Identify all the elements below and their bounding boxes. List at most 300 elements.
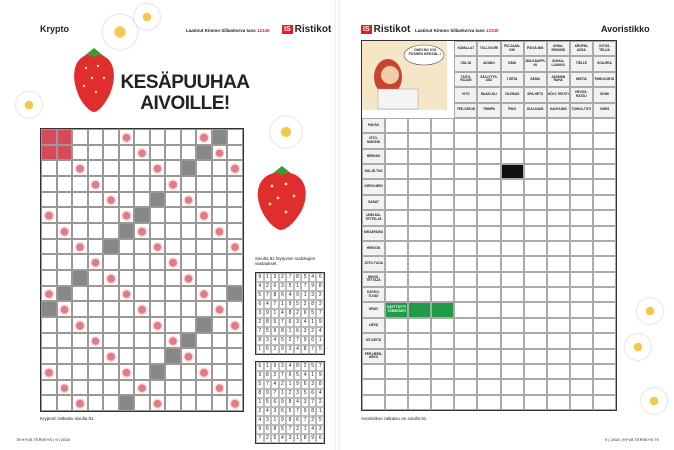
answer-cell[interactable]	[385, 179, 408, 194]
krypto-cell[interactable]	[57, 364, 73, 380]
krypto-cell[interactable]	[41, 129, 57, 145]
krypto-cell[interactable]	[165, 160, 181, 176]
answer-cell[interactable]	[454, 318, 477, 333]
krypto-cell[interactable]	[57, 301, 73, 317]
krypto-cell[interactable]	[196, 301, 212, 317]
krypto-cell[interactable]	[181, 348, 197, 364]
krypto-cell[interactable]	[150, 254, 166, 270]
answer-cell[interactable]	[408, 379, 431, 394]
answer-cell[interactable]	[547, 241, 570, 256]
krypto-cell[interactable]	[72, 192, 88, 208]
answer-cell[interactable]	[477, 287, 500, 302]
krypto-cell[interactable]	[88, 192, 104, 208]
krypto-cell[interactable]	[88, 348, 104, 364]
krypto-cell[interactable]	[72, 160, 88, 176]
krypto-cell[interactable]	[103, 348, 119, 364]
krypto-cell[interactable]	[119, 348, 135, 364]
krypto-cell[interactable]	[103, 192, 119, 208]
answer-cell[interactable]	[454, 226, 477, 241]
answer-cell[interactable]	[501, 349, 524, 364]
krypto-cell[interactable]	[212, 254, 228, 270]
krypto-cell[interactable]	[103, 380, 119, 396]
krypto-cell[interactable]	[103, 160, 119, 176]
answer-cell[interactable]	[501, 379, 524, 394]
krypto-cell[interactable]	[57, 145, 73, 161]
krypto-cell[interactable]	[134, 129, 150, 145]
answer-cell[interactable]	[547, 287, 570, 302]
answer-cell[interactable]	[408, 164, 431, 179]
krypto-cell[interactable]	[165, 348, 181, 364]
answer-cell[interactable]	[547, 210, 570, 225]
answer-cell[interactable]	[477, 395, 500, 410]
answer-cell[interactable]	[524, 118, 547, 133]
krypto-cell[interactable]	[134, 333, 150, 349]
krypto-cell[interactable]	[41, 145, 57, 161]
krypto-cell[interactable]	[103, 145, 119, 161]
answer-cell[interactable]	[524, 364, 547, 379]
answer-cell[interactable]	[501, 149, 524, 164]
answer-cell[interactable]	[408, 118, 431, 133]
answer-cell[interactable]	[454, 179, 477, 194]
krypto-cell[interactable]	[72, 145, 88, 161]
answer-cell[interactable]	[385, 272, 408, 287]
krypto-cell[interactable]	[196, 239, 212, 255]
krypto-cell[interactable]	[41, 270, 57, 286]
answer-cell[interactable]	[385, 164, 408, 179]
krypto-cell[interactable]	[212, 348, 228, 364]
answer-cell[interactable]	[570, 395, 593, 410]
answer-cell[interactable]	[454, 149, 477, 164]
krypto-cell[interactable]	[227, 239, 243, 255]
krypto-cell[interactable]	[88, 129, 104, 145]
answer-cell[interactable]	[524, 318, 547, 333]
krypto-cell[interactable]	[196, 176, 212, 192]
krypto-cell[interactable]	[57, 176, 73, 192]
answer-cell[interactable]	[570, 164, 593, 179]
krypto-cell[interactable]	[41, 192, 57, 208]
krypto-cell[interactable]	[196, 254, 212, 270]
answer-cell[interactable]	[385, 364, 408, 379]
krypto-cell[interactable]	[150, 286, 166, 302]
answer-cell[interactable]	[547, 364, 570, 379]
krypto-cell[interactable]	[165, 254, 181, 270]
krypto-cell[interactable]	[134, 254, 150, 270]
answer-cell[interactable]	[454, 256, 477, 271]
krypto-cell[interactable]	[196, 286, 212, 302]
krypto-cell[interactable]	[119, 160, 135, 176]
answer-cell[interactable]	[477, 272, 500, 287]
krypto-cell[interactable]	[196, 192, 212, 208]
krypto-cell[interactable]	[41, 364, 57, 380]
krypto-cell[interactable]	[181, 129, 197, 145]
krypto-cell[interactable]	[196, 333, 212, 349]
krypto-cell[interactable]	[212, 207, 228, 223]
krypto-cell[interactable]	[72, 207, 88, 223]
krypto-cell[interactable]	[227, 317, 243, 333]
answer-cell[interactable]	[547, 349, 570, 364]
krypto-cell[interactable]	[119, 129, 135, 145]
krypto-cell[interactable]	[72, 395, 88, 411]
krypto-cell[interactable]	[72, 286, 88, 302]
krypto-cell[interactable]	[72, 239, 88, 255]
krypto-cell[interactable]	[119, 380, 135, 396]
krypto-cell[interactable]	[134, 395, 150, 411]
krypto-cell[interactable]	[72, 254, 88, 270]
answer-cell[interactable]	[547, 179, 570, 194]
krypto-cell[interactable]	[181, 333, 197, 349]
krypto-cell[interactable]	[41, 333, 57, 349]
krypto-cell[interactable]	[41, 239, 57, 255]
answer-cell[interactable]	[454, 133, 477, 148]
answer-cell[interactable]	[385, 210, 408, 225]
answer-cell[interactable]	[547, 318, 570, 333]
krypto-cell[interactable]	[212, 160, 228, 176]
answer-cell[interactable]	[547, 333, 570, 348]
krypto-cell[interactable]	[119, 395, 135, 411]
krypto-cell[interactable]	[181, 160, 197, 176]
krypto-cell[interactable]	[165, 333, 181, 349]
answer-cell[interactable]	[454, 195, 477, 210]
krypto-cell[interactable]	[119, 176, 135, 192]
krypto-cell[interactable]	[57, 286, 73, 302]
krypto-cell[interactable]	[134, 192, 150, 208]
answer-cell[interactable]	[477, 379, 500, 394]
answer-cell[interactable]	[477, 302, 500, 317]
krypto-cell[interactable]	[196, 395, 212, 411]
answer-cell[interactable]	[477, 318, 500, 333]
krypto-cell[interactable]	[227, 192, 243, 208]
krypto-cell[interactable]	[41, 160, 57, 176]
answer-cell[interactable]	[501, 226, 524, 241]
krypto-cell[interactable]	[196, 145, 212, 161]
answer-cell[interactable]	[454, 379, 477, 394]
answer-cell[interactable]	[501, 179, 524, 194]
answer-cell[interactable]	[362, 395, 385, 410]
krypto-cell[interactable]	[181, 223, 197, 239]
krypto-cell[interactable]	[88, 364, 104, 380]
krypto-cell[interactable]	[88, 395, 104, 411]
krypto-cell[interactable]	[119, 145, 135, 161]
answer-cell[interactable]	[547, 164, 570, 179]
krypto-cell[interactable]	[134, 223, 150, 239]
krypto-cell[interactable]	[181, 176, 197, 192]
answer-cell[interactable]	[570, 256, 593, 271]
krypto-cell[interactable]	[181, 145, 197, 161]
answer-cell[interactable]	[524, 210, 547, 225]
answer-cell[interactable]	[547, 379, 570, 394]
krypto-cell[interactable]	[227, 145, 243, 161]
krypto-cell[interactable]	[227, 380, 243, 396]
krypto-cell[interactable]	[134, 301, 150, 317]
krypto-cell[interactable]	[150, 395, 166, 411]
krypto-cell[interactable]	[103, 207, 119, 223]
answer-cell[interactable]	[570, 333, 593, 348]
answer-cell[interactable]	[477, 241, 500, 256]
answer-cell[interactable]	[547, 226, 570, 241]
answer-cell[interactable]	[385, 256, 408, 271]
krypto-cell[interactable]	[134, 380, 150, 396]
krypto-cell[interactable]	[134, 270, 150, 286]
krypto-cell[interactable]	[72, 301, 88, 317]
answer-cell[interactable]	[570, 349, 593, 364]
krypto-cell[interactable]	[88, 176, 104, 192]
answer-cell[interactable]	[547, 195, 570, 210]
answer-cell[interactable]	[385, 349, 408, 364]
answer-cell[interactable]	[408, 195, 431, 210]
answer-cell[interactable]	[431, 256, 454, 271]
krypto-cell[interactable]	[181, 301, 197, 317]
krypto-cell[interactable]	[134, 286, 150, 302]
answer-cell[interactable]	[570, 118, 593, 133]
krypto-cell[interactable]	[181, 192, 197, 208]
krypto-cell[interactable]	[119, 317, 135, 333]
krypto-cell[interactable]	[134, 207, 150, 223]
krypto-cell[interactable]	[150, 145, 166, 161]
answer-cell[interactable]	[593, 164, 616, 179]
krypto-cell[interactable]	[41, 223, 57, 239]
answer-cell[interactable]	[408, 349, 431, 364]
answer-cell[interactable]	[431, 210, 454, 225]
krypto-cell[interactable]	[165, 207, 181, 223]
krypto-cell[interactable]	[150, 333, 166, 349]
krypto-cell[interactable]	[165, 270, 181, 286]
answer-cell[interactable]	[385, 133, 408, 148]
krypto-cell[interactable]	[181, 364, 197, 380]
answer-cell[interactable]	[570, 195, 593, 210]
krypto-cell[interactable]	[57, 317, 73, 333]
krypto-cell[interactable]	[196, 317, 212, 333]
answer-cell[interactable]	[524, 395, 547, 410]
krypto-cell[interactable]	[88, 270, 104, 286]
krypto-cell[interactable]	[134, 239, 150, 255]
answer-cell[interactable]	[431, 349, 454, 364]
answer-cell[interactable]	[593, 241, 616, 256]
krypto-cell[interactable]	[88, 333, 104, 349]
krypto-cell[interactable]	[165, 395, 181, 411]
krypto-cell[interactable]	[103, 286, 119, 302]
answer-cell[interactable]	[385, 395, 408, 410]
krypto-cell[interactable]	[103, 317, 119, 333]
answer-cell[interactable]	[570, 364, 593, 379]
krypto-cell[interactable]	[119, 364, 135, 380]
answer-cell[interactable]	[570, 226, 593, 241]
krypto-cell[interactable]	[212, 333, 228, 349]
answer-cell[interactable]	[431, 395, 454, 410]
answer-cell[interactable]	[431, 241, 454, 256]
answer-cell[interactable]	[477, 179, 500, 194]
answer-cell[interactable]	[593, 349, 616, 364]
krypto-cell[interactable]	[165, 239, 181, 255]
answer-cell[interactable]	[593, 364, 616, 379]
answer-cell[interactable]	[408, 133, 431, 148]
krypto-cell[interactable]	[212, 317, 228, 333]
krypto-cell[interactable]	[181, 239, 197, 255]
krypto-cell[interactable]	[88, 223, 104, 239]
answer-cell[interactable]	[431, 333, 454, 348]
krypto-cell[interactable]	[57, 239, 73, 255]
krypto-cell[interactable]	[150, 176, 166, 192]
krypto-cell[interactable]	[103, 223, 119, 239]
answer-cell[interactable]	[570, 241, 593, 256]
answer-cell[interactable]	[408, 241, 431, 256]
answer-cell[interactable]	[431, 118, 454, 133]
krypto-cell[interactable]	[41, 176, 57, 192]
krypto-cell[interactable]	[88, 380, 104, 396]
krypto-cell[interactable]	[212, 239, 228, 255]
krypto-cell[interactable]	[41, 348, 57, 364]
krypto-cell[interactable]	[181, 286, 197, 302]
answer-cell[interactable]	[477, 149, 500, 164]
krypto-cell[interactable]	[196, 364, 212, 380]
answer-cell[interactable]	[524, 302, 547, 317]
answer-cell[interactable]	[524, 379, 547, 394]
krypto-cell[interactable]	[119, 254, 135, 270]
krypto-cell[interactable]	[212, 301, 228, 317]
krypto-cell[interactable]	[212, 176, 228, 192]
krypto-cell[interactable]	[150, 317, 166, 333]
krypto-cell[interactable]	[119, 301, 135, 317]
krypto-cell[interactable]	[41, 395, 57, 411]
krypto-cell[interactable]	[196, 207, 212, 223]
krypto-cell[interactable]	[212, 145, 228, 161]
answer-cell[interactable]	[570, 302, 593, 317]
answer-cell[interactable]	[431, 179, 454, 194]
answer-cell[interactable]	[431, 379, 454, 394]
answer-cell[interactable]	[593, 149, 616, 164]
answer-cell[interactable]	[593, 287, 616, 302]
answer-cell[interactable]	[524, 287, 547, 302]
answer-cell[interactable]	[501, 333, 524, 348]
krypto-cell[interactable]	[165, 301, 181, 317]
krypto-cell[interactable]	[72, 176, 88, 192]
krypto-cell[interactable]	[134, 145, 150, 161]
krypto-cell[interactable]	[212, 380, 228, 396]
krypto-cell[interactable]	[150, 364, 166, 380]
krypto-cell[interactable]	[165, 176, 181, 192]
krypto-cell[interactable]	[227, 364, 243, 380]
krypto-cell[interactable]	[119, 239, 135, 255]
answer-cell[interactable]	[477, 333, 500, 348]
krypto-cell[interactable]	[57, 270, 73, 286]
answer-cell[interactable]	[385, 287, 408, 302]
krypto-cell[interactable]	[103, 333, 119, 349]
answer-cell[interactable]	[477, 118, 500, 133]
krypto-cell[interactable]	[150, 160, 166, 176]
krypto-cell[interactable]	[103, 254, 119, 270]
answer-cell[interactable]	[362, 379, 385, 394]
krypto-cell[interactable]	[181, 317, 197, 333]
krypto-cell[interactable]	[103, 270, 119, 286]
answer-cell[interactable]	[385, 241, 408, 256]
answer-cell[interactable]	[524, 333, 547, 348]
answer-cell[interactable]	[431, 164, 454, 179]
krypto-cell[interactable]	[212, 364, 228, 380]
answer-cell[interactable]	[385, 318, 408, 333]
krypto-cell[interactable]	[196, 270, 212, 286]
krypto-cell[interactable]	[150, 380, 166, 396]
answer-cell[interactable]	[454, 364, 477, 379]
krypto-cell[interactable]	[212, 129, 228, 145]
krypto-cell[interactable]	[72, 380, 88, 396]
krypto-cell[interactable]	[227, 176, 243, 192]
answer-cell[interactable]	[524, 195, 547, 210]
krypto-cell[interactable]	[181, 254, 197, 270]
answer-cell[interactable]	[454, 302, 477, 317]
krypto-cell[interactable]	[103, 395, 119, 411]
krypto-cell[interactable]	[72, 129, 88, 145]
krypto-cell[interactable]	[134, 348, 150, 364]
answer-cell[interactable]	[408, 149, 431, 164]
krypto-cell[interactable]	[150, 239, 166, 255]
krypto-cell[interactable]	[88, 145, 104, 161]
answer-cell[interactable]	[524, 226, 547, 241]
answer-cell[interactable]	[593, 195, 616, 210]
krypto-cell[interactable]	[57, 333, 73, 349]
krypto-cell[interactable]	[134, 176, 150, 192]
krypto-cell[interactable]	[150, 301, 166, 317]
answer-cell[interactable]	[385, 379, 408, 394]
krypto-cell[interactable]	[196, 380, 212, 396]
krypto-cell[interactable]	[57, 395, 73, 411]
answer-cell[interactable]	[501, 256, 524, 271]
answer-cell[interactable]	[524, 241, 547, 256]
answer-cell[interactable]	[593, 272, 616, 287]
answer-cell[interactable]	[501, 272, 524, 287]
answer-cell[interactable]	[593, 302, 616, 317]
krypto-cell[interactable]	[88, 160, 104, 176]
answer-cell[interactable]	[477, 226, 500, 241]
krypto-cell[interactable]	[41, 317, 57, 333]
answer-cell[interactable]	[454, 272, 477, 287]
answer-cell[interactable]	[501, 364, 524, 379]
answer-cell[interactable]	[454, 395, 477, 410]
answer-cell[interactable]	[570, 210, 593, 225]
krypto-cell[interactable]	[150, 207, 166, 223]
krypto-cell[interactable]	[72, 223, 88, 239]
answer-cell[interactable]	[524, 272, 547, 287]
krypto-cell[interactable]	[181, 270, 197, 286]
krypto-cell[interactable]	[103, 176, 119, 192]
answer-cell[interactable]	[454, 349, 477, 364]
krypto-cell[interactable]	[165, 145, 181, 161]
answer-cell[interactable]	[431, 133, 454, 148]
krypto-cell[interactable]	[57, 348, 73, 364]
answer-cell[interactable]	[454, 210, 477, 225]
krypto-cell[interactable]	[134, 364, 150, 380]
answer-cell[interactable]	[547, 302, 570, 317]
krypto-cell[interactable]	[196, 223, 212, 239]
krypto-cell[interactable]	[119, 192, 135, 208]
answer-cell[interactable]	[477, 349, 500, 364]
krypto-cell[interactable]	[88, 286, 104, 302]
answer-cell[interactable]	[593, 318, 616, 333]
krypto-cell[interactable]	[165, 286, 181, 302]
answer-cell[interactable]	[547, 133, 570, 148]
krypto-cell[interactable]	[72, 348, 88, 364]
krypto-cell[interactable]	[57, 207, 73, 223]
answer-cell[interactable]	[431, 287, 454, 302]
answer-cell[interactable]	[385, 118, 408, 133]
answer-cell[interactable]	[547, 118, 570, 133]
krypto-cell[interactable]	[181, 207, 197, 223]
krypto-cell[interactable]	[227, 160, 243, 176]
krypto-cell[interactable]	[227, 301, 243, 317]
answer-cell[interactable]	[408, 395, 431, 410]
krypto-cell[interactable]	[212, 395, 228, 411]
answer-cell[interactable]	[547, 149, 570, 164]
answer-cell[interactable]	[593, 333, 616, 348]
answer-cell[interactable]	[501, 133, 524, 148]
